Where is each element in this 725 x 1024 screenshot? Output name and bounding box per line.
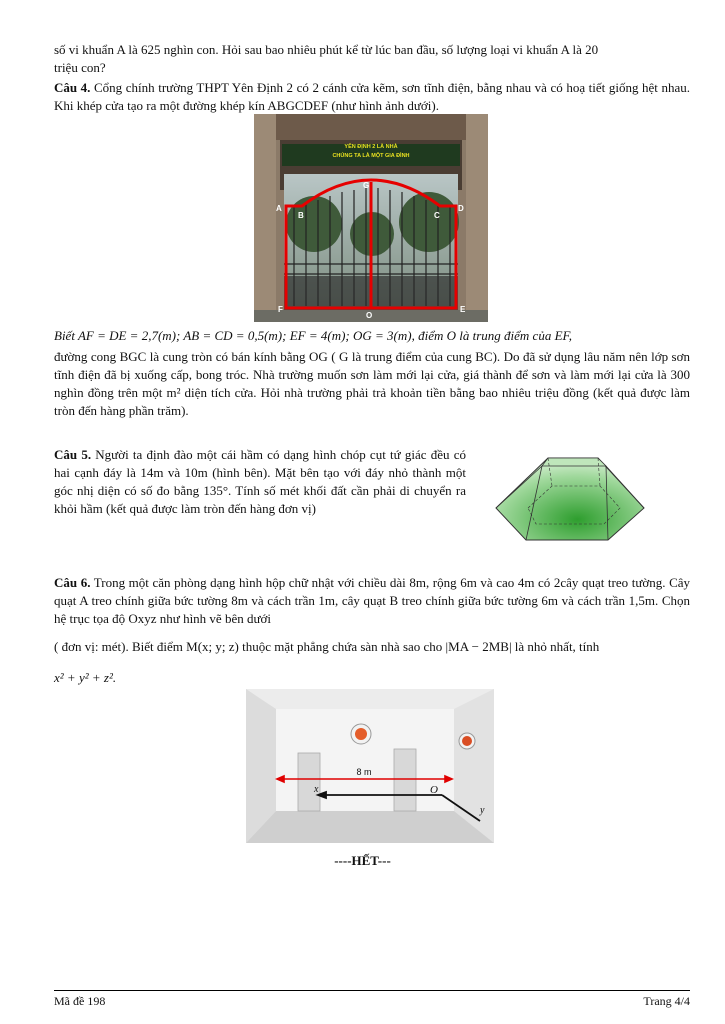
gate-sign-line1: YÊN ĐỊNH 2 LÀ NHÀ — [344, 144, 398, 150]
point-e-label: E — [460, 305, 466, 314]
question-6-line3-text: x² + y² + z². — [54, 670, 117, 685]
question-5-label: Câu 5. — [54, 447, 92, 462]
point-g-label: G — [363, 181, 370, 190]
prev-question-tail — [54, 41, 690, 77]
point-a-label: A — [276, 204, 282, 213]
point-b-label: B — [298, 211, 304, 220]
question-6 — [54, 574, 690, 628]
axis-y-label: y — [480, 805, 485, 816]
question-4-body-text: đường cong BGC là cung tròn có bán kính bằng OG ( G là trung điểm của cung BC). Do đã sử dụng lâu năm nên lớp sơn tĩnh điện đã bị xuống cấp, bong tróc. Nhà trường muốn sơn làm mới lại cửa, giá thành để sơn và làm mới lại cửa là 300 nghìn đồng trên một m² diện tích cửa. Hỏi nhà trường phải trả khoản tiền bằng bao nhiêu triệu đồng (kết quả được làm tròn đến hàng phần trăm). — [54, 349, 690, 418]
question-5 — [54, 446, 466, 518]
point-o-label: O — [366, 311, 373, 320]
footer-divider — [54, 990, 690, 991]
point-c-label: C — [434, 211, 440, 220]
question-6-text: Trong một căn phòng dạng hình hộp chữ nhật với chiều dài 8m, rộng 6m và cao 4m có 2cây quạt treo tường. Cây quạt A treo chính giữa bức tường 8m và cách trần 1m, cây quạt B treo chính giữa bức tường 6m và cách trần 1,5m. Chọn hệ trục tọa độ Oxyz như hình vẽ bên dưới — [54, 575, 691, 626]
prev-tail-line2: triệu con? — [54, 60, 106, 75]
question-4-given-text: Biết AF = DE = 2,7(m); AB = CD = 0,5(m); EF = 4(m); OG = 3(m), điểm O là trung điểm của EF, — [54, 328, 573, 343]
room-figure — [246, 689, 494, 843]
gate-sign-line2: CHÚNG TA LÀ MỘT GIA ĐÌNH — [332, 153, 410, 159]
question-4-text: Cổng chính trường THPT Yên Định 2 có 2 cánh cửa kẽm, sơn tĩnh điện, bằng nhau và có hoạ tiết giống hệt nhau. Khi khép cửa tạo ra một đường khép kín ABGCDEF (như hình ảnh dưới). — [54, 80, 691, 113]
question-5-text: Người ta định đào một cái hầm có dạng hình chóp cụt tứ giác đều có hai cạnh đáy là 14m và 10m (hình bên). Mặt bên tạo với đáy nhỏ thành một góc nhị diện có số đo bằng 135°. Tính số mét khối đất cần phải di chuyển ra khỏi hầm (kết quả được làm tròn đến hàng đơn vị) — [54, 447, 466, 516]
question-6-line2-text: ( đơn vị: mét). Biết điểm M(x; y; z) thuộc mặt phẳng chứa sàn nhà sao cho |MA − 2MB| là nhỏ nhất, tính — [54, 639, 600, 654]
axis-o-label: O — [430, 784, 438, 796]
point-d-label: D — [458, 204, 464, 213]
question-4-label: Câu 4. — [54, 80, 91, 95]
end-mark: ----HẾT--- — [334, 853, 391, 868]
question-6-label: Câu 6. — [54, 575, 91, 590]
page-number: Trang 4/4 — [643, 994, 690, 1008]
room-width-label: 8 m — [356, 767, 372, 777]
question-4-intro — [54, 79, 690, 115]
gate-photo — [254, 114, 488, 322]
axis-x-label: x — [314, 784, 319, 795]
prev-tail-line1: số vi khuẩn A là 625 nghìn con. Hỏi sau bao nhiêu phút kể từ lúc ban đầu, số lượng loại vi khuẩn A là 20 — [54, 42, 599, 57]
question-4-body — [54, 348, 690, 420]
question-6-line2 — [54, 638, 690, 656]
question-6-line3 — [54, 669, 690, 687]
question-4-given — [54, 327, 690, 345]
exam-code: Mã đề 198 — [54, 994, 106, 1008]
point-f-label: F — [278, 305, 283, 314]
frustum-figure — [488, 446, 654, 546]
